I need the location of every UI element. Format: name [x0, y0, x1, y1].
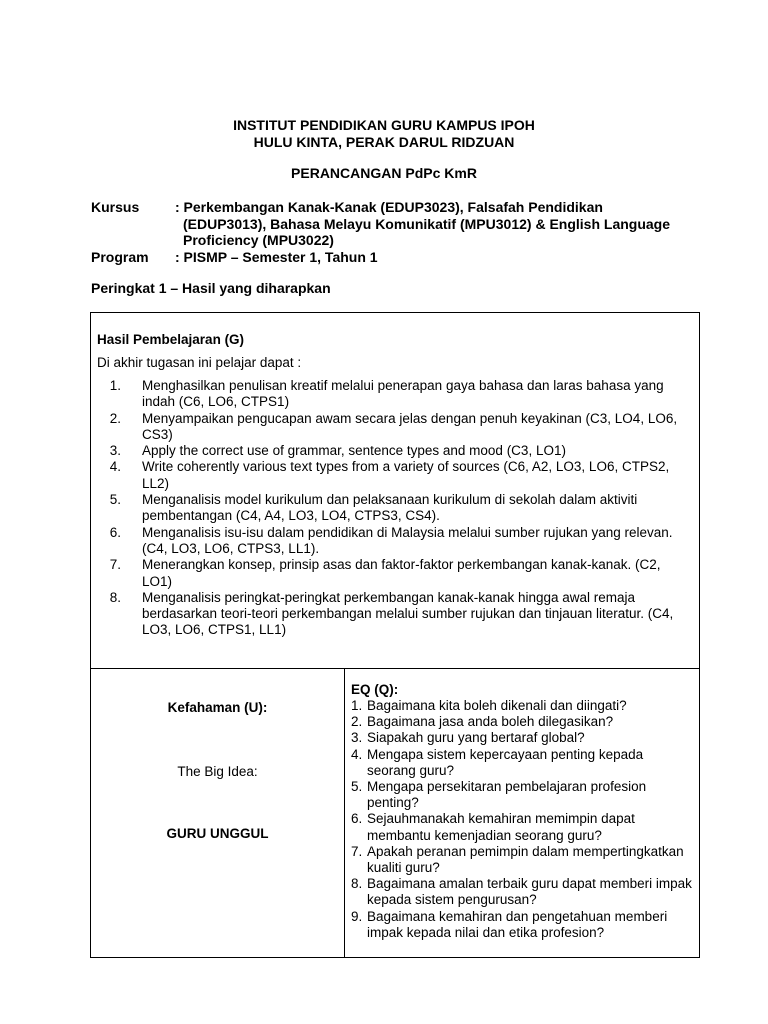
item-number: 8. [351, 876, 363, 892]
item-number: 7. [109, 557, 121, 573]
kursus-label: Kursus [91, 199, 140, 215]
item-text: Apakah peranan pemimpin dalam mempertingkatkan kualiti guru? [367, 843, 684, 876]
item-text: Bagaimana kemahiran dan pengetahuan memberi impak kepada nilai dan etika profesion? [367, 908, 668, 940]
item-number: 1. [109, 378, 121, 393]
learning-outcomes-list [97, 378, 697, 639]
list-item [97, 590, 697, 639]
table-column-divider [344, 668, 345, 958]
big-idea-label: The Big Idea: [177, 764, 258, 779]
essential-questions-list [351, 698, 696, 941]
program-label: Program [91, 248, 149, 265]
item-text: Menganalisis isu-isu dalam pendidikan di Malaysia melalui sumber rujukan yang relevan. (C4, LO3, LO6, CTPS3, LL1). [142, 524, 673, 556]
item-text: Apply the correct use of grammar, sentence types and mood (C3, LO1) [142, 443, 566, 459]
learning-outcomes-title: Hasil Pembelajaran (G) [97, 332, 245, 347]
item-number: 2. [351, 714, 363, 730]
list-item [351, 698, 696, 714]
item-number: 1. [351, 698, 363, 713]
big-idea-value: GURU UNGGUL [166, 826, 269, 841]
item-text: Menganalisis model kurikulum dan pelaksanaan kurikulum di sekolah dalam aktiviti pembentangan (C4, A4, LO3, LO4, CTPS3, CS4). [142, 492, 638, 524]
section-title: Peringkat 1 – Hasil yang diharapkan [91, 280, 331, 296]
item-number: 2. [109, 410, 121, 426]
kursus-value-line3: Proficiency (MPU3022) [183, 232, 334, 248]
list-item [97, 492, 697, 525]
item-text: Menghasilkan penulisan kreatif melalui penerapan gaya bahasa dan laras bahasa yang indah (C6, LO6, CTPS1) [142, 378, 664, 410]
essential-questions-title: EQ (Q): [351, 682, 399, 697]
list-item [351, 844, 696, 876]
item-number: 3. [109, 443, 121, 459]
list-item [97, 443, 697, 459]
kursus-value-line2: (EDUP3013), Bahasa Melayu Komunikatif (MPU3012) & English Language [183, 215, 671, 232]
item-number: 4. [109, 459, 121, 475]
course-info [91, 199, 765, 265]
list-item [97, 411, 697, 444]
list-item [351, 714, 696, 730]
list-item [351, 876, 696, 908]
item-number: 6. [109, 524, 121, 540]
item-text: Bagaimana amalan terbaik guru dapat memberi impak kepada sistem pengurusan? [367, 876, 692, 908]
item-number: 5. [109, 492, 121, 508]
institute-location: HULU KINTA, PERAK DARUL RIDZUAN [253, 134, 515, 150]
item-number: 9. [351, 908, 363, 924]
program-value: : PISMP – Semester 1, Tahun 1 [175, 248, 378, 265]
list-item [351, 811, 696, 843]
item-text: Menganalisis peringkat-peringkat perkembangan kanak-kanak hingga awal remaja berdasarkan teori-teori perkembangan melalui sumber rujukan dan tinjauan literatur. (C4, LO3, LO6, CTPS1, LL1) [142, 589, 674, 638]
kursus-row [91, 199, 765, 249]
item-number: 3. [351, 730, 363, 746]
item-text: Menyampaikan pengucapan awam secara jelas dengan penuh keyakinan (C3, LO4, LO6, CS3) [142, 410, 678, 442]
item-number: 8. [109, 589, 121, 605]
essential-questions-cell [351, 682, 696, 941]
item-text: Bagaimana jasa anda boleh dilegasikan? [367, 714, 614, 730]
program-row [91, 249, 765, 266]
item-text: Mengapa sistem kepercayaan penting kepada seorang guru? [367, 746, 644, 778]
document-title: PERANCANGAN PdPc KmR [291, 165, 477, 181]
understanding-cell [91, 669, 344, 957]
list-item [97, 378, 697, 411]
item-text: Sejauhmanakah kemahiran memimpin dapat membantu kemenjadian seorang guru? [367, 811, 635, 843]
learning-outcomes-intro: Di akhir tugasan ini pelajar dapat : [97, 355, 302, 370]
item-text: Bagaimana kita boleh dikenali dan diingati? [367, 698, 627, 713]
list-item [351, 747, 696, 779]
list-item [97, 459, 697, 492]
item-text: Mengapa persekitaran pembelajaran profesion penting? [367, 779, 647, 811]
item-text: Write coherently various text types from a variety of sources (C6, A2, LO3, LO6, CTPS2, LL2) [142, 459, 670, 491]
kursus-value-line1: : Perkembangan Kanak-Kanak (EDUP3023), Falsafah Pendidikan [175, 199, 603, 215]
item-number: 6. [351, 811, 363, 827]
item-number: 7. [351, 843, 363, 859]
item-text: Menerangkan konsep, prinsip asas dan faktor-faktor perkembangan kanak-kanak. (C2, LO1) [142, 557, 661, 589]
list-item [351, 779, 696, 811]
list-item [97, 557, 697, 590]
list-item [351, 909, 696, 941]
kursus-value [175, 199, 765, 249]
item-number: 4. [351, 746, 363, 762]
list-item [97, 525, 697, 558]
item-number: 5. [351, 779, 363, 795]
institute-name: INSTITUT PENDIDIKAN GURU KAMPUS IPOH [233, 117, 535, 133]
item-text: Siapakah guru yang bertaraf global? [367, 730, 585, 746]
list-item [351, 730, 696, 746]
understanding-title: Kefahaman (U): [167, 700, 268, 715]
